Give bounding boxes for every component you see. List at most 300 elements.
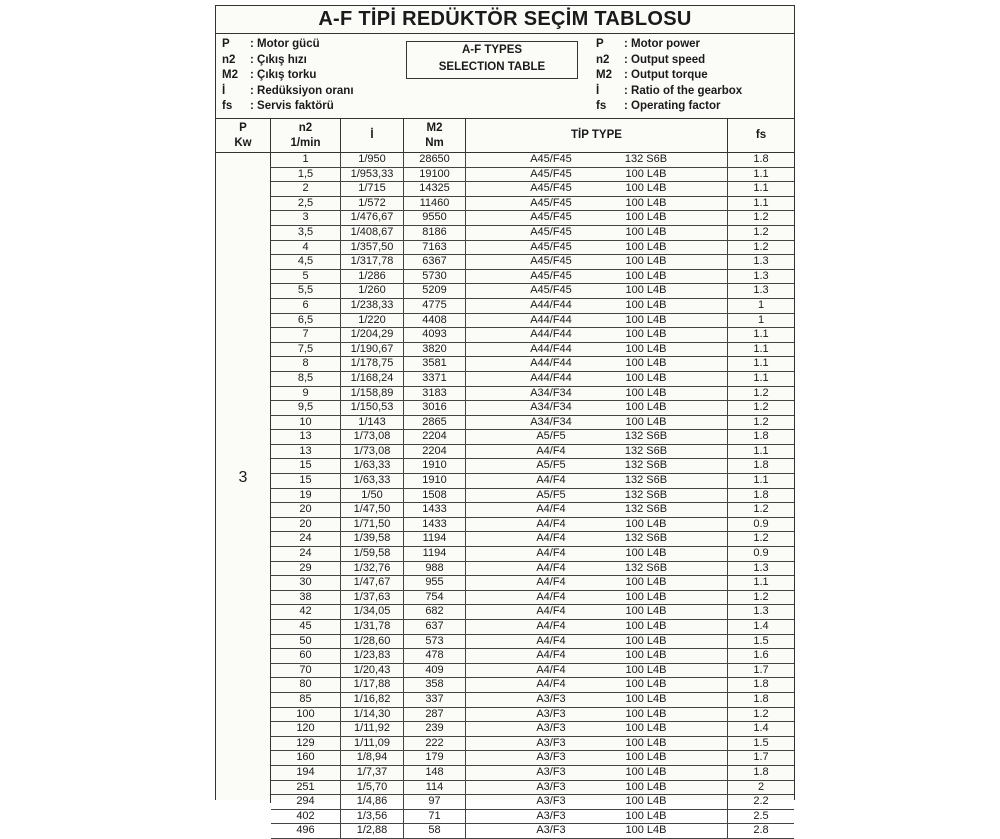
cell-type-motor: 100 L4B bbox=[625, 707, 667, 720]
table-row bbox=[271, 401, 794, 416]
legend-tr-text: : Çıkış torku bbox=[250, 69, 317, 81]
cell-type-motor: 132 S6B bbox=[624, 153, 668, 165]
table-row bbox=[271, 605, 794, 620]
cell-m2: 3820 bbox=[404, 343, 466, 357]
cell-ratio: 1/150,53 bbox=[341, 401, 404, 415]
cell-n2: 4 bbox=[271, 241, 341, 255]
cell-fs: 1.5 bbox=[753, 634, 769, 647]
cell-type-model: A4/F4 bbox=[536, 678, 566, 691]
cell-ratio: 1/73,08 bbox=[341, 445, 404, 459]
cell-n2: 38 bbox=[271, 591, 341, 605]
cell-type-motor: 100 L4B bbox=[625, 765, 667, 778]
cell-type-motor: 100 L4B bbox=[625, 342, 667, 355]
cell-type bbox=[466, 241, 728, 255]
cell-type-motor: 100 L4B bbox=[625, 328, 667, 341]
power-cell: 3 bbox=[216, 153, 271, 803]
legend-tr-row bbox=[222, 37, 354, 53]
cell-type-model: A4/F4 bbox=[536, 503, 566, 516]
cell-type-motor: 132 S6B bbox=[624, 430, 668, 443]
header-m2-label: M2 bbox=[426, 121, 443, 134]
cell-n2: 5,5 bbox=[271, 284, 341, 298]
cell-n2: 13 bbox=[271, 445, 341, 459]
cell-type-motor: 100 L4B bbox=[625, 751, 667, 764]
cell-type bbox=[466, 649, 728, 663]
cell-ratio: 1/953,33 bbox=[341, 168, 404, 182]
cell-type-model: A5/F5 bbox=[536, 430, 566, 443]
cell-fs: 1.4 bbox=[753, 620, 769, 632]
cell-type bbox=[466, 824, 728, 838]
cell-type-model: A4/F4 bbox=[536, 590, 566, 603]
cell-fs: 1 bbox=[757, 313, 765, 326]
cell-type-motor: 100 L4B bbox=[625, 386, 667, 399]
cell-m2: 478 bbox=[404, 649, 466, 663]
header-n2-label: n2 bbox=[298, 121, 313, 134]
cell-type-motor: 100 L4B bbox=[625, 240, 667, 253]
table-row bbox=[271, 678, 794, 693]
cell-type-model: A4/F4 bbox=[536, 532, 566, 545]
cell-type-motor: 132 S6B bbox=[624, 459, 668, 472]
cell-fs: 1.8 bbox=[753, 692, 769, 705]
cell-fs: 1.1 bbox=[753, 474, 769, 487]
table-header bbox=[216, 119, 794, 153]
cell-type bbox=[466, 722, 728, 736]
table-row bbox=[271, 270, 794, 285]
cell-n2: 24 bbox=[271, 532, 341, 546]
types-box-line-2: SELECTION TABLE bbox=[438, 61, 546, 73]
cell-n2: 80 bbox=[271, 678, 341, 692]
cell-n2: 8 bbox=[271, 357, 341, 371]
cell-m2: 14325 bbox=[404, 182, 466, 196]
cell-ratio: 1/190,67 bbox=[341, 343, 404, 357]
cell-m2: 58 bbox=[404, 824, 466, 838]
cell-ratio: 1/47,67 bbox=[341, 576, 404, 590]
cell-m2: 3016 bbox=[404, 401, 466, 415]
cell-m2: 114 bbox=[404, 781, 466, 795]
table-row bbox=[271, 649, 794, 664]
cell-m2: 1508 bbox=[404, 489, 466, 503]
table-row bbox=[271, 635, 794, 650]
cell-type-model: A4/F4 bbox=[536, 605, 566, 618]
cell-m2: 1910 bbox=[404, 474, 466, 488]
cell-type-motor: 100 L4B bbox=[625, 371, 667, 384]
table-row bbox=[271, 722, 794, 737]
cell-type-model: A45/F45 bbox=[530, 284, 572, 297]
header-type-label: TİP TYPE bbox=[571, 129, 622, 141]
cell-n2: 402 bbox=[271, 810, 341, 824]
table-row bbox=[271, 153, 794, 168]
cell-fs: 1.2 bbox=[753, 240, 769, 253]
cell-type-motor: 100 L4B bbox=[625, 678, 667, 691]
cell-type-motor: 100 L4B bbox=[625, 780, 667, 793]
cell-type-motor: 100 L4B bbox=[625, 590, 667, 603]
cell-type bbox=[466, 474, 728, 488]
table-row bbox=[271, 211, 794, 226]
cell-fs: 1.1 bbox=[753, 167, 769, 180]
cell-m2: 2204 bbox=[404, 430, 466, 444]
cell-n2: 15 bbox=[271, 474, 341, 488]
cell-type-model: A45/F45 bbox=[530, 196, 572, 209]
cell-ratio: 1/238,33 bbox=[341, 299, 404, 313]
legend-tr-text: : Redüksiyon oranı bbox=[250, 84, 354, 97]
cell-type bbox=[466, 387, 728, 401]
cell-type-motor: 100 L4B bbox=[625, 284, 667, 297]
cell-m2: 2865 bbox=[404, 416, 466, 430]
table-row bbox=[271, 430, 794, 445]
cell-fs: 1.5 bbox=[753, 736, 769, 749]
cell-type bbox=[466, 357, 728, 371]
table-row bbox=[271, 532, 794, 547]
cell-m2: 239 bbox=[404, 722, 466, 736]
cell-ratio: 1/7,37 bbox=[341, 766, 404, 780]
table-row bbox=[271, 766, 794, 781]
cell-type-model: A45/F45 bbox=[530, 182, 572, 195]
table-row bbox=[271, 693, 794, 708]
cell-type bbox=[466, 182, 728, 196]
cell-n2: 30 bbox=[271, 576, 341, 590]
table-body bbox=[216, 153, 794, 837]
cell-n2: 7 bbox=[271, 328, 341, 342]
cell-type-motor: 132 S6B bbox=[624, 532, 668, 545]
cell-ratio: 1/23,83 bbox=[341, 649, 404, 663]
cell-type-motor: 100 L4B bbox=[625, 313, 667, 326]
cell-type-motor: 100 L4B bbox=[625, 795, 667, 808]
cell-n2: 9,5 bbox=[271, 401, 341, 415]
cell-m2: 3371 bbox=[404, 372, 466, 386]
table-row bbox=[271, 795, 794, 810]
cell-ratio: 1/286 bbox=[341, 270, 404, 284]
cell-ratio: 1/59,58 bbox=[341, 547, 404, 561]
cell-type-model: A45/F45 bbox=[530, 269, 572, 282]
cell-type-motor: 132 S6B bbox=[624, 561, 668, 574]
cell-type bbox=[466, 284, 728, 298]
legend-tr-text: : Motor gücü bbox=[250, 38, 320, 50]
legend-tr-symbol: fs bbox=[222, 100, 233, 112]
cell-type bbox=[466, 299, 728, 313]
cell-m2: 1910 bbox=[404, 459, 466, 473]
cell-m2: 9550 bbox=[404, 211, 466, 225]
cell-type-motor: 100 L4B bbox=[625, 415, 667, 428]
cell-type-model: A5/F5 bbox=[536, 488, 566, 501]
cell-type-model: A4/F4 bbox=[536, 474, 566, 487]
cell-type-model: A44/F44 bbox=[530, 371, 572, 384]
cell-ratio: 1/5,70 bbox=[341, 781, 404, 795]
cell-n2: 15 bbox=[271, 459, 341, 473]
cell-n2: 496 bbox=[271, 824, 341, 838]
cell-type-model: A4/F4 bbox=[536, 517, 566, 530]
cell-type-model: A4/F4 bbox=[536, 444, 566, 457]
cell-type-motor: 100 L4B bbox=[625, 255, 667, 268]
cell-type-motor: 100 L4B bbox=[625, 736, 667, 749]
cell-type-model: A3/F3 bbox=[536, 722, 566, 735]
cell-type-motor: 100 L4B bbox=[625, 357, 667, 370]
cell-fs: 1.1 bbox=[753, 357, 769, 370]
cell-type-model: A4/F4 bbox=[536, 561, 566, 574]
table-row bbox=[271, 503, 794, 518]
cell-type bbox=[466, 693, 728, 707]
cell-type-motor: 100 L4B bbox=[625, 663, 667, 676]
cell-type-model: A45/F45 bbox=[530, 255, 572, 268]
cell-n2: 24 bbox=[271, 547, 341, 561]
cell-m2: 2204 bbox=[404, 445, 466, 459]
cell-fs: 1.3 bbox=[753, 605, 769, 618]
cell-ratio: 1/17,88 bbox=[341, 678, 404, 692]
cell-ratio: 1/32,76 bbox=[341, 562, 404, 576]
cell-type bbox=[466, 708, 728, 722]
cell-type bbox=[466, 153, 728, 167]
cell-n2: 1,5 bbox=[271, 168, 341, 182]
cell-fs: 1.2 bbox=[753, 225, 769, 238]
cell-type bbox=[466, 737, 728, 751]
cell-fs: 1.1 bbox=[753, 371, 769, 384]
cell-fs: 0.9 bbox=[753, 517, 769, 530]
cell-type bbox=[466, 343, 728, 357]
table-row bbox=[271, 489, 794, 504]
cell-type bbox=[466, 532, 728, 546]
cell-n2: 6 bbox=[271, 299, 341, 313]
cell-ratio: 1/158,89 bbox=[341, 387, 404, 401]
header-n2 bbox=[271, 119, 341, 152]
cell-fs: 1.2 bbox=[753, 590, 769, 603]
cell-ratio: 1/715 bbox=[341, 182, 404, 196]
header-power bbox=[216, 119, 271, 152]
legend-en-symbol: İ bbox=[596, 84, 600, 97]
legend-tr-symbol: M2 bbox=[222, 69, 238, 81]
cell-n2: 120 bbox=[271, 722, 341, 736]
cell-m2: 11460 bbox=[404, 197, 466, 211]
cell-type bbox=[466, 328, 728, 342]
cell-type-motor: 132 S6B bbox=[624, 503, 668, 516]
cell-type bbox=[466, 503, 728, 517]
cell-m2: 222 bbox=[404, 737, 466, 751]
legend-tr-row bbox=[222, 99, 354, 115]
cell-n2: 160 bbox=[271, 751, 341, 765]
legend-en-text: : Motor power bbox=[624, 38, 701, 50]
cell-ratio: 1/63,33 bbox=[341, 459, 404, 473]
cell-m2: 3183 bbox=[404, 387, 466, 401]
cell-type-motor: 100 L4B bbox=[625, 547, 667, 560]
cell-n2: 70 bbox=[271, 664, 341, 678]
cell-type bbox=[466, 635, 728, 649]
cell-fs: 1.1 bbox=[753, 444, 769, 457]
cell-type-model: A45/F45 bbox=[530, 225, 572, 238]
cell-n2: 4,5 bbox=[271, 255, 341, 269]
cell-m2: 97 bbox=[404, 795, 466, 809]
cell-type-motor: 100 L4B bbox=[625, 620, 667, 632]
table-row bbox=[271, 810, 794, 825]
cell-ratio: 1/37,63 bbox=[341, 591, 404, 605]
cell-m2: 3581 bbox=[404, 357, 466, 371]
cell-type bbox=[466, 576, 728, 590]
cell-type-motor: 100 L4B bbox=[625, 634, 667, 647]
cell-type bbox=[466, 664, 728, 678]
table-row bbox=[271, 314, 794, 329]
cell-type-model: A3/F3 bbox=[536, 751, 566, 764]
table-row bbox=[271, 343, 794, 358]
cell-m2: 573 bbox=[404, 635, 466, 649]
cell-fs: 1.2 bbox=[753, 532, 769, 545]
cell-n2: 5 bbox=[271, 270, 341, 284]
cell-type-model: A3/F3 bbox=[536, 824, 566, 837]
cell-type bbox=[466, 678, 728, 692]
cell-type bbox=[466, 591, 728, 605]
legend-en-row bbox=[596, 37, 742, 53]
cell-n2: 6,5 bbox=[271, 314, 341, 328]
cell-fs: 1.2 bbox=[753, 211, 769, 224]
cell-ratio: 1/47,50 bbox=[341, 503, 404, 517]
cell-type-motor: 132 S6B bbox=[624, 488, 668, 501]
cell-ratio: 1/50 bbox=[341, 489, 404, 503]
cell-type bbox=[466, 810, 728, 824]
table-row bbox=[271, 474, 794, 489]
cell-ratio: 1/39,58 bbox=[341, 532, 404, 546]
cell-m2: 179 bbox=[404, 751, 466, 765]
cell-ratio: 1/63,33 bbox=[341, 474, 404, 488]
cell-type bbox=[466, 781, 728, 795]
cell-type bbox=[466, 211, 728, 225]
cell-type-model: A45/F45 bbox=[530, 167, 572, 180]
table-row bbox=[271, 459, 794, 474]
table-row bbox=[271, 751, 794, 766]
legend-english bbox=[596, 37, 742, 115]
cell-n2: 3 bbox=[271, 211, 341, 225]
table-row bbox=[271, 591, 794, 606]
cell-n2: 20 bbox=[271, 503, 341, 517]
table-row bbox=[271, 168, 794, 183]
cell-n2: 13 bbox=[271, 430, 341, 444]
cell-n2: 19 bbox=[271, 489, 341, 503]
cell-ratio: 1/168,24 bbox=[341, 372, 404, 386]
cell-fs: 1.8 bbox=[753, 765, 769, 778]
cell-ratio: 1/220 bbox=[341, 314, 404, 328]
table-row bbox=[271, 328, 794, 343]
legend-tr-symbol: P bbox=[222, 38, 230, 50]
cell-n2: 1 bbox=[271, 153, 341, 167]
cell-m2: 8186 bbox=[404, 226, 466, 240]
cell-type-motor: 100 L4B bbox=[625, 225, 667, 238]
cell-type bbox=[466, 416, 728, 430]
legend-panel bbox=[216, 34, 794, 119]
cell-fs: 1.8 bbox=[753, 430, 769, 443]
table-row bbox=[271, 284, 794, 299]
legend-tr-text: : Çıkış hızı bbox=[250, 53, 307, 66]
table-row bbox=[271, 255, 794, 270]
cell-type-model: A34/F34 bbox=[530, 401, 572, 414]
cell-type-model: A4/F4 bbox=[536, 576, 566, 589]
cell-type-motor: 100 L4B bbox=[625, 809, 667, 822]
page-title: A-F TİPİ REDÜKTÖR SEÇİM TABLOSU bbox=[216, 6, 794, 34]
table-row bbox=[271, 182, 794, 197]
legend-en-row bbox=[596, 84, 742, 100]
table-rows bbox=[271, 153, 794, 839]
cell-m2: 988 bbox=[404, 562, 466, 576]
cell-type-motor: 100 L4B bbox=[625, 649, 667, 662]
cell-n2: 10 bbox=[271, 416, 341, 430]
cell-fs: 1.8 bbox=[753, 459, 769, 472]
cell-type-motor: 100 L4B bbox=[625, 517, 667, 530]
legend-en-symbol: M2 bbox=[596, 69, 612, 81]
cell-type-model: A44/F44 bbox=[530, 342, 572, 355]
cell-type-model: A3/F3 bbox=[536, 765, 566, 778]
cell-ratio: 1/4,86 bbox=[341, 795, 404, 809]
cell-type-motor: 132 S6B bbox=[624, 474, 668, 487]
cell-ratio: 1/317,78 bbox=[341, 255, 404, 269]
cell-type-model: A4/F4 bbox=[536, 620, 566, 632]
cell-n2: 85 bbox=[271, 693, 341, 707]
cell-type-model: A3/F3 bbox=[536, 780, 566, 793]
cell-m2: 409 bbox=[404, 664, 466, 678]
cell-fs: 2 bbox=[757, 780, 765, 793]
cell-m2: 1433 bbox=[404, 503, 466, 517]
cell-type-model: A4/F4 bbox=[536, 547, 566, 560]
cell-type-motor: 100 L4B bbox=[625, 211, 667, 224]
legend-en-text: : Output speed bbox=[624, 53, 706, 66]
legend-en-row bbox=[596, 99, 742, 115]
legend-en-row bbox=[596, 53, 742, 69]
cell-n2: 50 bbox=[271, 635, 341, 649]
table-row bbox=[271, 299, 794, 314]
cell-type bbox=[466, 401, 728, 415]
cell-type-model: A44/F44 bbox=[530, 357, 572, 370]
legend-en-text: : Operating factor bbox=[624, 100, 721, 112]
cell-n2: 3,5 bbox=[271, 226, 341, 240]
cell-m2: 358 bbox=[404, 678, 466, 692]
cell-fs: 1.1 bbox=[753, 196, 769, 209]
header-ratio bbox=[341, 119, 404, 152]
cell-ratio: 1/34,05 bbox=[341, 605, 404, 619]
cell-ratio: 1/14,30 bbox=[341, 708, 404, 722]
cell-type bbox=[466, 226, 728, 240]
cell-type bbox=[466, 751, 728, 765]
table-row bbox=[271, 824, 794, 839]
cell-fs: 1.1 bbox=[753, 328, 769, 341]
cell-type bbox=[466, 605, 728, 619]
legend-tr-symbol: n2 bbox=[222, 53, 236, 66]
cell-m2: 4408 bbox=[404, 314, 466, 328]
types-box bbox=[406, 41, 578, 79]
cell-m2: 7163 bbox=[404, 241, 466, 255]
cell-type-motor: 100 L4B bbox=[625, 182, 667, 195]
cell-fs: 1.3 bbox=[753, 561, 769, 574]
cell-ratio: 1/950 bbox=[341, 153, 404, 167]
header-n2-unit: 1/min bbox=[290, 136, 321, 149]
cell-m2: 1194 bbox=[404, 547, 466, 561]
cell-ratio: 1/16,82 bbox=[341, 693, 404, 707]
cell-n2: 8,5 bbox=[271, 372, 341, 386]
legend-en-text: : Output torque bbox=[624, 69, 708, 81]
cell-type-model: A44/F44 bbox=[530, 313, 572, 326]
cell-ratio: 1/143 bbox=[341, 416, 404, 430]
cell-m2: 337 bbox=[404, 693, 466, 707]
cell-type bbox=[466, 168, 728, 182]
cell-type-motor: 100 L4B bbox=[625, 692, 667, 705]
cell-type bbox=[466, 766, 728, 780]
legend-turkish bbox=[222, 37, 354, 115]
cell-m2: 1433 bbox=[404, 518, 466, 532]
cell-m2: 637 bbox=[404, 620, 466, 634]
cell-m2: 148 bbox=[404, 766, 466, 780]
legend-tr-row bbox=[222, 84, 354, 100]
cell-m2: 5209 bbox=[404, 284, 466, 298]
cell-m2: 5730 bbox=[404, 270, 466, 284]
cell-ratio: 1/260 bbox=[341, 284, 404, 298]
header-power-label: P bbox=[239, 121, 247, 134]
cell-type bbox=[466, 430, 728, 444]
cell-n2: 194 bbox=[271, 766, 341, 780]
cell-type-model: A3/F3 bbox=[536, 707, 566, 720]
legend-en-row bbox=[596, 68, 742, 84]
cell-n2: 251 bbox=[271, 781, 341, 795]
cell-type-model: A3/F3 bbox=[536, 736, 566, 749]
